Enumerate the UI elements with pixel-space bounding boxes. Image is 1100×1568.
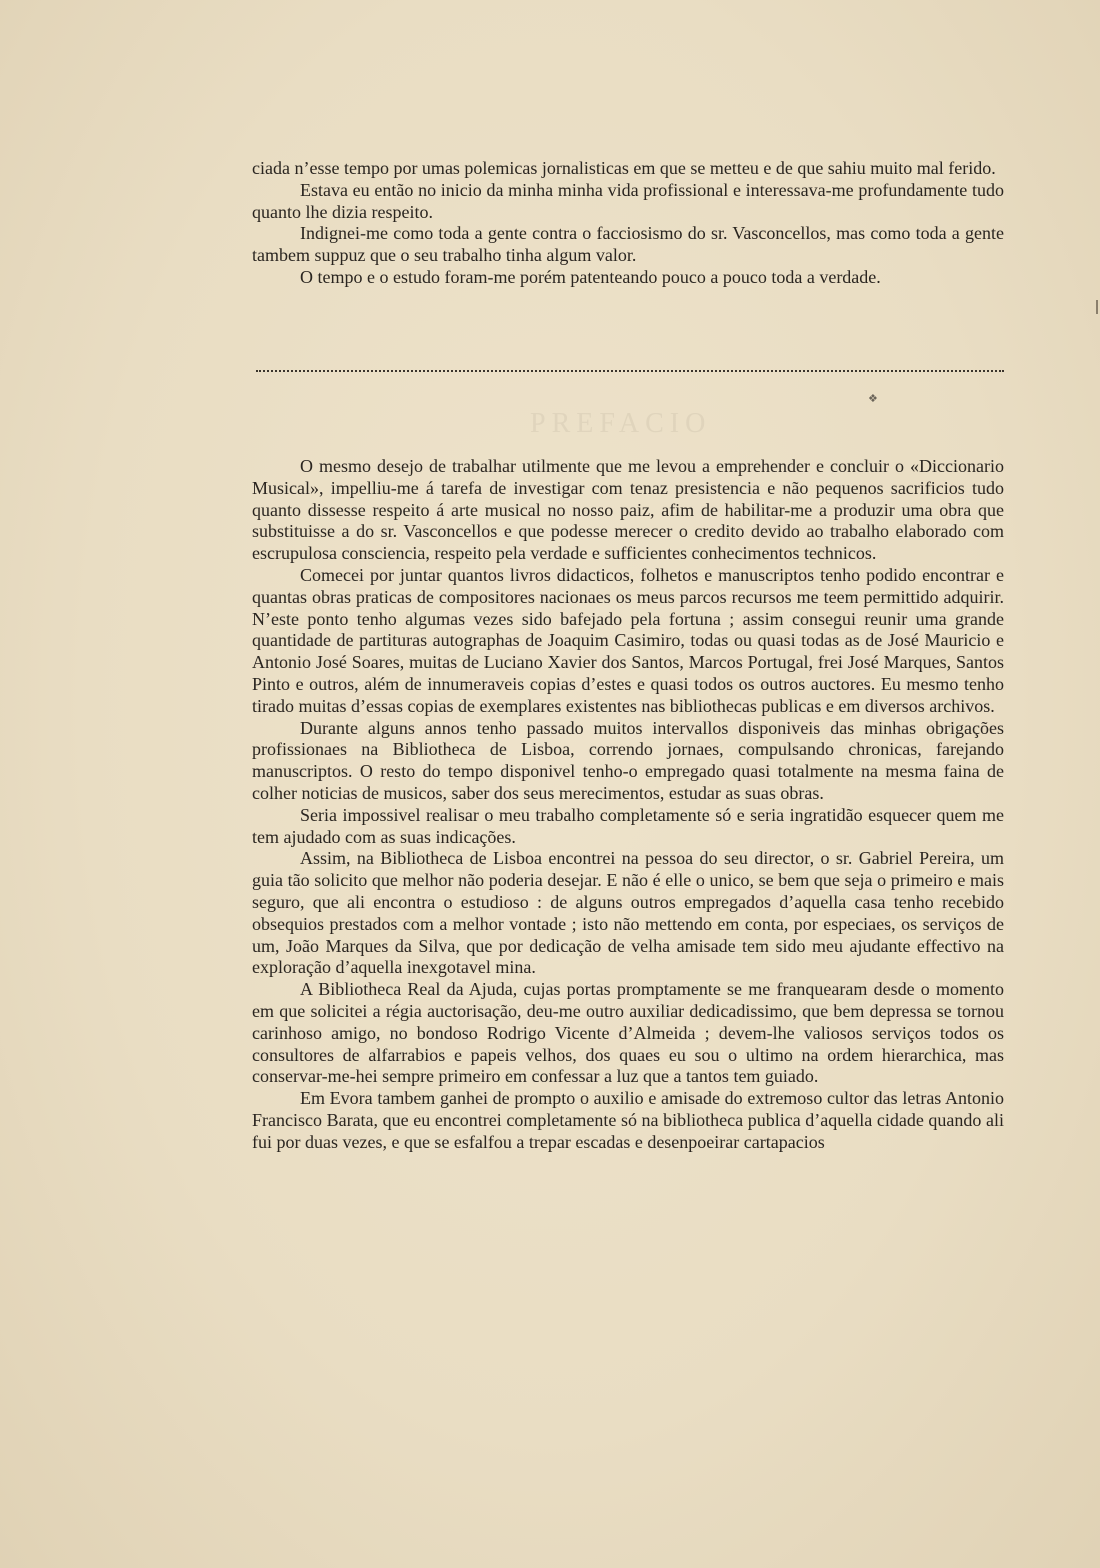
dotted-separator xyxy=(256,370,1004,376)
show-through-heading: PREFACIO xyxy=(530,408,712,439)
paragraph: O mesmo desejo de trabalhar utilmente que me levou a emprehender e concluir o «Diccionario Musical», impelliu-me á tarefa de investigar com tenaz presistencia e não pequenos sacrificios tudo quanto dissesse respeito á arte musical no nosso paiz, afim de habilitar-me a produzir uma obra que substituisse a do sr. Vasconcellos e que podesse merecer o credito devido ao trabalho elaborado com escrupulosa consciencia, respeito pela verdade e sufficientes conhecimentos technicos. xyxy=(252,456,1004,564)
paragraph: Seria impossivel realisar o meu trabalho completamente só e seria ingratidão esquecer quem me tem ajudado com as suas indicações. xyxy=(252,804,1004,847)
page-edge-mark xyxy=(1096,300,1098,314)
ornament-icon: ❖ xyxy=(868,392,878,405)
paragraph: O tempo e o estudo foram-me porém patenteando pouco a pouco toda a verdade. xyxy=(300,266,881,287)
paragraph: ciada n’esse tempo por umas polemicas jornalisticas em que se metteu e de que sahiu muito mal ferido. xyxy=(252,158,996,178)
paragraph: Assim, na Bibliotheca de Lisboa encontrei na pessoa do seu director, o sr. Gabriel Pereira, um guia tão solicito que melhor não poderia desejar. E não é elle o unico, se bem que seja o primeiro e mais seguro, que ali encontra o estudioso : de alguns outros empregados d’aquella casa tenho recebido obsequios prestados com a melhor vontade ; isto não mettendo em conta, por especiaes, os serviços de um, João Marques da Silva, que por dedicação de velha amisade tem sido meu ajudante effectivo na exploração d’aquella inexgotavel mina. xyxy=(252,848,1004,978)
paragraph: Estava eu então no inicio da minha minha vida profissional e interessava-me profundamente tudo quanto lhe dizia respeito. xyxy=(252,179,1004,222)
paragraph: Durante alguns annos tenho passado muitos intervallos disponiveis das minhas obrigações profissionaes na Bibliotheca de Lisboa, correndo jornaes, compulsando chronicas, farejando manuscriptos. O resto do tempo disponivel tenho-o empregado quasi totalmente na mesma faina de colher noticias de musicos, saber dos seus merecimentos, estudar as suas obras. xyxy=(252,717,1004,803)
paragraph: A Bibliotheca Real da Ajuda, cujas portas promptamente se me franquearam desde o momento em que solicitei a régia auctorisação, deu-me outro auxiliar dedicadissimo, que bem depressa se tornou carinhoso amigo, no bondoso Rodrigo Vicente d’Almeida ; devem-lhe valiosos serviços todos os consultores de alfarrabios e papeis velhos, dos quaes eu sou o ultimo na ordem hierarchica, mas conservar-me-hei sempre primeiro em confessar a luz que a tantos tem guiado. xyxy=(252,979,1004,1087)
paragraph: Indignei-me como toda a gente contra o facciosismo do sr. Vasconcellos, mas como toda a gente tambem suppuz que o seu trabalho tinha algum valor. xyxy=(252,223,1004,266)
paragraph: Comecei por juntar quantos livros didacticos, folhetos e manuscriptos tenho podido encontrar e quantas obras praticas de compositores nacionaes os meus parcos recursos me teem permittido adquirir. N’este ponto tenho algumas vezes sido bafejado pela fortuna ; assim consegui reunir uma grande quantidade de partituras autographas de Joaquim Casimiro, todas ou quasi todas as de José Mauricio e Antonio José Soares, muitas de Luciano Xavier dos Santos, Marcos Portugal, frei José Marques, Santos Pinto e outros, além de innumeraveis copias d’estes e quasi todos os outros auctores. Eu mesmo tenho tirado muitas d’essas copias de exemplares existentes nas bibliothecas publicas e em diversos archivos. xyxy=(252,564,1004,716)
continued-text-block xyxy=(252,158,1004,289)
main-text-block xyxy=(252,456,1004,1154)
paragraph: Em Evora tambem ganhei de prompto o auxilio e amisade do extremoso cultor das letras Antonio Francisco Barata, que eu encontrei completamente só na bibliotheca publica d’aquella cidade quando ali fui por duas vezes, e que se esfalfou a trepar escadas e desenpoeirar cartapacios xyxy=(252,1088,1004,1152)
